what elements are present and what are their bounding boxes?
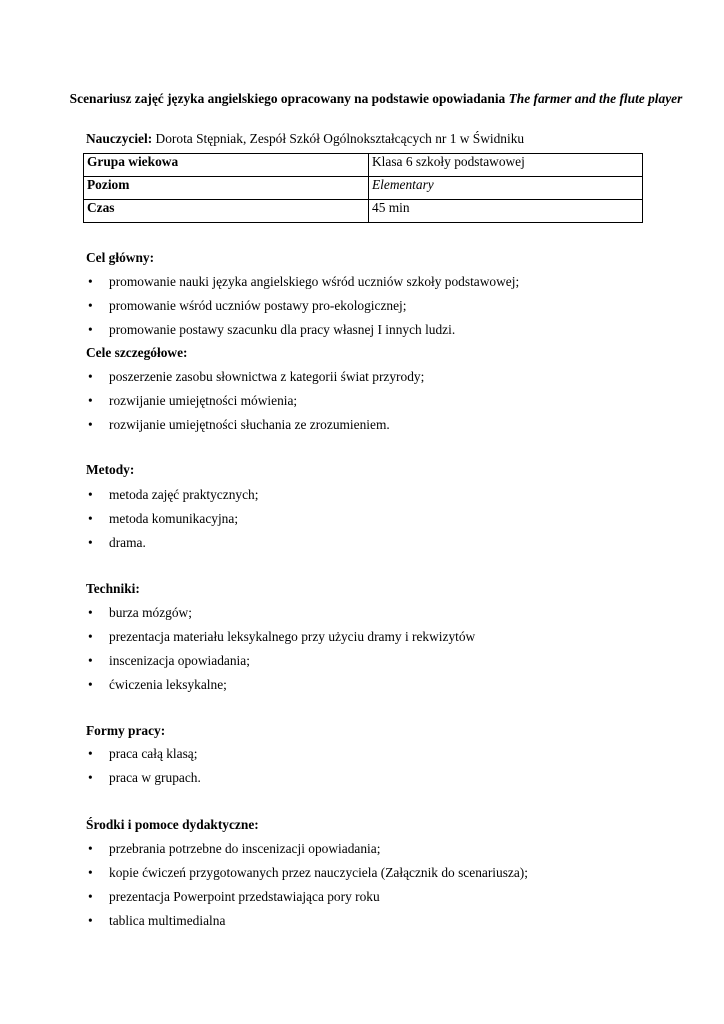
- list-item: [88, 770, 201, 786]
- bullet-icon: [88, 770, 109, 786]
- heading-methods: Metody:: [86, 462, 135, 477]
- table-value-level: Elementary: [369, 177, 643, 200]
- bullet-icon: [88, 511, 109, 527]
- document-title: [60, 87, 692, 110]
- bullet-icon: [88, 841, 109, 857]
- list-item: [88, 393, 297, 409]
- heading-specific-goals: Cele szczegółowe:: [86, 345, 188, 360]
- list-item-text: drama.: [109, 535, 146, 550]
- list-item: [88, 605, 192, 621]
- list-item: [88, 369, 424, 385]
- bullet-icon: [88, 393, 109, 409]
- bullet-icon: [88, 298, 109, 314]
- table-row: [84, 177, 643, 200]
- list-item: [88, 629, 475, 645]
- list-item-text: promowanie nauki języka angielskiego wśród uczniów szkoły podstawowej;: [109, 274, 520, 289]
- list-item: [88, 865, 528, 881]
- bullet-icon: [88, 417, 109, 433]
- bullet-icon: [88, 865, 109, 881]
- list-item-text: prezentacja materiału leksykalnego przy użyciu dramy i rekwizytów: [109, 629, 476, 644]
- table-key-level: Poziom: [84, 177, 369, 200]
- bullet-icon: [88, 677, 109, 693]
- list-item-text: tablica multimedialna: [109, 913, 226, 928]
- table-value-age-group: Klasa 6 szkoły podstawowej: [369, 154, 643, 177]
- title-text: Scenariusz zajęć języka angielskiego opracowany na podstawie opowiadania: [69, 91, 506, 106]
- list-item-text: kopie ćwiczeń przygotowanych przez nauczyciela (Załącznik do scenariusza);: [109, 865, 528, 880]
- list-item-text: promowanie postawy szacunku dla pracy własnej I innych ludzi.: [109, 322, 456, 337]
- list-item: [88, 487, 258, 503]
- list-item: [88, 535, 146, 551]
- teacher-label: Nauczyciel:: [86, 131, 153, 146]
- bullet-icon: [88, 322, 109, 338]
- heading-techniques: Techniki:: [86, 581, 140, 596]
- list-item-text: przebrania potrzebne do inscenizacji opowiadania;: [109, 841, 381, 856]
- table-key-time: Czas: [84, 200, 369, 223]
- bullet-icon: [88, 274, 109, 290]
- list-item-text: prezentacja Powerpoint przedstawiająca pory roku: [109, 889, 380, 904]
- bullet-icon: [88, 629, 109, 645]
- bullet-icon: [88, 487, 109, 503]
- info-table: [83, 153, 643, 223]
- list-item-text: burza mózgów;: [109, 605, 192, 620]
- list-item-text: ćwiczenia leksykalne;: [109, 677, 227, 692]
- table-row: [84, 154, 643, 177]
- list-item: [88, 746, 197, 762]
- bullet-icon: [88, 913, 109, 929]
- bullet-icon: [88, 535, 109, 551]
- list-item: [88, 322, 455, 338]
- list-item: [88, 677, 227, 693]
- list-item-text: praca w grupach.: [109, 770, 201, 785]
- table-key-age-group: Grupa wiekowa: [84, 154, 369, 177]
- table-value-time: 45 min: [369, 200, 643, 223]
- list-item: [88, 298, 407, 314]
- list-item-text: rozwijanie umiejętności słuchania ze zrozumieniem.: [109, 417, 390, 432]
- bullet-icon: [88, 605, 109, 621]
- bullet-icon: [88, 653, 109, 669]
- list-item: [88, 274, 519, 290]
- teacher-value: Dorota Stępniak, Zespół Szkół Ogólnokształcących nr 1 w Świdniku: [155, 131, 525, 146]
- list-item: [88, 913, 225, 929]
- list-item-text: poszerzenie zasobu słownictwa z kategorii świat przyrody;: [109, 369, 425, 384]
- list-item-text: metoda zajęć praktycznych;: [109, 487, 259, 502]
- list-item-text: inscenizacja opowiadania;: [109, 653, 250, 668]
- title-story-name: The farmer and the flute player: [508, 91, 683, 106]
- heading-main-goal: Cel główny:: [86, 250, 155, 265]
- list-item: [88, 889, 380, 905]
- list-item: [88, 511, 238, 527]
- list-item-text: rozwijanie umiejętności mówienia;: [109, 393, 298, 408]
- bullet-icon: [88, 889, 109, 905]
- list-item-text: praca całą klasą;: [109, 746, 198, 761]
- list-item: [88, 653, 250, 669]
- list-item: [88, 417, 390, 433]
- list-item-text: promowanie wśród uczniów postawy pro-ekologicznej;: [109, 298, 407, 313]
- heading-teaching-aids: Środki i pomoce dydaktyczne:: [86, 817, 259, 832]
- table-row: [84, 200, 643, 223]
- teacher-line: [86, 131, 524, 147]
- heading-work-forms: Formy pracy:: [86, 723, 166, 738]
- bullet-icon: [88, 746, 109, 762]
- list-item: [88, 841, 380, 857]
- bullet-icon: [88, 369, 109, 385]
- list-item-text: metoda komunikacyjna;: [109, 511, 239, 526]
